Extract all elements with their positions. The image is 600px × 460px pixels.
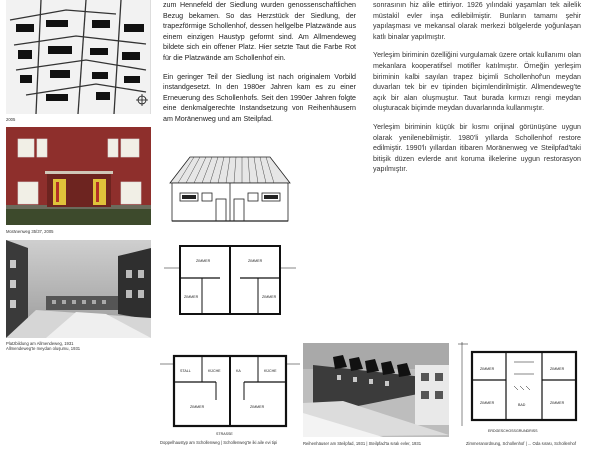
right-floor-plan — [458, 340, 593, 440]
plan-label-stall: STALL — [180, 369, 191, 373]
red-house-photo — [6, 127, 151, 225]
house-elevation-drawing — [162, 155, 298, 225]
plan-label-zimmer-4: ZIMMER — [262, 295, 277, 299]
turkish-paragraph-2: Yerleşim biriminin özelliğini vurgulamak üzere ortak kullanımı olan mekanlara kooperatifsel motifler katılmıştır. Örneğin yerleşim biriminin kalbi sayılan trapez biçimli Schollenhof'un meydan duvarları tek bir ev tipinden biçimlendirilmiştir. Allmendeweg'te açık bir alan oluşmuştur. Taut burada kırmızı rengi meydan oluşturacak biçimde meydan duvarlarında kullanmıştır. — [373, 51, 581, 113]
turkish-text-column — [373, 0, 581, 183]
plan-label-zimmer-8: ZIMMER — [550, 367, 565, 371]
plan-label-ka: KA — [236, 369, 241, 373]
plan-label-zimmer-9: ZIMMER — [480, 401, 495, 405]
turkish-paragraph-1: sonrasının hiz alile ettiriyor. 1926 yılındaki yaşamları tek ailelik müstakil evler inşa edilebilmiştir. Bunların tamamı şehir yapılaşması ve mekansal olarak merkezi bölgelerde yoğunlaşan katlı binalar yapılmıştır. — [373, 1, 581, 41]
plan-label-zimmer-2: ZIMMER — [248, 259, 263, 263]
plan-label-zimmer-6: ZIMMER — [250, 405, 265, 409]
map-caption: 2005 — [6, 117, 16, 122]
courtyard-photo — [6, 240, 151, 338]
plan-label-zimmer-1: ZIMMER — [196, 259, 211, 263]
site-map — [6, 0, 151, 114]
upper-floor-plan — [162, 240, 298, 320]
german-paragraph-2: Ein geringer Teil der Siedlung ist nach originalem Vorbild instandgesetzt. In den 1980er Jahren kam es zu einer Erneuerung des Schollenhofs. Seit den 1990er Jahren folgte eine denkmalgerechte Instandsetzung von Reihenhäusern am Moränenweg und am Steilpfad. — [163, 72, 356, 123]
plan-label-kueche-1: KÜCHE — [208, 369, 221, 373]
plan-label-kueche-2: KÜCHE — [264, 369, 277, 373]
plan-label-zimmer-5: ZIMMER — [190, 405, 205, 409]
street-caption: Reihenhäuser am Steilpfad, 1931 | Steilpfad'ta sıralı evler, 1931 — [303, 441, 422, 446]
plan-label-strasse: STRASSE — [216, 432, 233, 436]
german-paragraph-1: zum Hennefeld der Siedlung wurden genossenschaftlichen Bezug bekamen. So das Herzstück der Siedlung, der trapezförmige Schollenhof, dessen hellgelbe Platzwände aus einem einzigen Haustyp geformt sind. Am Allmendeweg bildete sich ein offener Platz. Hier setzte Taut die Farbe Rot für die Platzwände am Schollenhof ein. — [163, 1, 356, 62]
plan-label-zimmer-10: ZIMMER — [550, 401, 565, 405]
plan-label-bad: BAD — [518, 403, 526, 407]
german-text-column — [163, 0, 356, 133]
plan-label-erdgeschoss: ERDGESCHOSSGRUNDRISS — [488, 429, 538, 433]
right-plan-caption: Zimmeranordnung, Schollenhof | ... Oda sırası, Schollenhof — [466, 441, 577, 446]
plan-label-zimmer-7: ZIMMER — [480, 367, 495, 371]
street-photo — [303, 343, 449, 437]
double-house-plan — [160, 350, 300, 438]
plan-label-zimmer-3: ZIMMER — [184, 295, 199, 299]
red-house-caption: Moränenweg 35/37, 2005 — [6, 229, 54, 234]
courtyard-caption: Platzbildung am Allmendeweg, 1931 Allmendeweg'te meydan oluşumu, 1931 — [6, 341, 81, 352]
turkish-paragraph-3: Yerleşim biriminin küçük bir kısmı orijinal görünüşüne uygun olarak yenilenebilmiştir. 1980'li yıllarda Schollenhof restore edilmiştir. 1990'lı yıllardan itibaren Moränenweg ve Steilpfad'taki bitişik düzen evlerde anıt koruma ilkelerine uygun restorasyon yapılmıştır. — [373, 122, 581, 174]
double-house-caption: Doppelhaustyp am Schollenweg | Schollenweg'te iki aile evi tipi — [160, 440, 278, 445]
